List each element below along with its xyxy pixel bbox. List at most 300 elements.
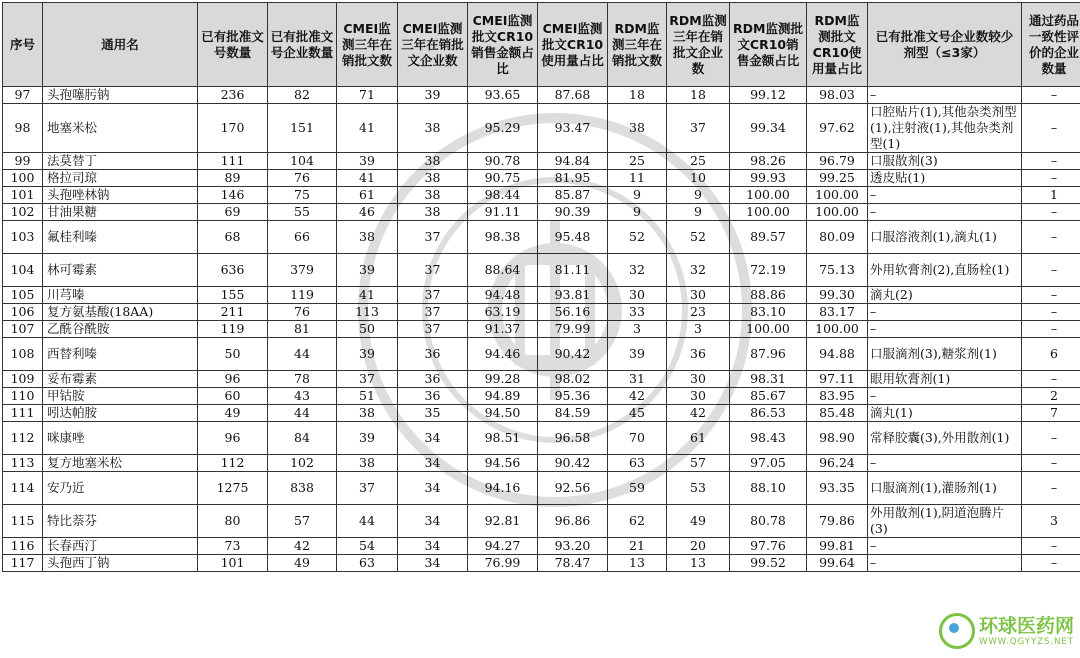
cell-cmei-count: 54 <box>337 538 398 555</box>
cell-rdm-usage: 83.17 <box>807 304 868 321</box>
cell-companies: 66 <box>268 221 337 254</box>
cell-approvals: 96 <box>198 422 268 455</box>
cell-consistency: – <box>1022 254 1080 287</box>
cell-consistency: – <box>1022 204 1080 221</box>
cell-rdm-usage: 93.35 <box>807 472 868 505</box>
cell-no: 112 <box>3 422 43 455</box>
cell-rdm-sales: 100.00 <box>730 204 807 221</box>
cell-forms: 外用散剂(1),阴道泡腾片(3) <box>868 505 1022 538</box>
cell-forms: 口服散剂(3) <box>868 153 1022 170</box>
cell-cmei-sales: 94.50 <box>468 405 538 422</box>
cell-rdm-usage: 80.09 <box>807 221 868 254</box>
cell-rdm-sales: 80.78 <box>730 505 807 538</box>
cell-rdm-sales: 98.43 <box>730 422 807 455</box>
cell-rdm-companies: 25 <box>667 153 730 170</box>
header-rdm-count: RDM监测三年在销批文数 <box>608 3 667 87</box>
cell-consistency: – <box>1022 104 1080 153</box>
cell-rdm-sales: 87.96 <box>730 338 807 371</box>
cell-name: 头孢噻肟钠 <box>43 87 198 104</box>
cell-cmei-companies: 34 <box>398 422 468 455</box>
cell-rdm-companies: 37 <box>667 104 730 153</box>
cell-cmei-count: 39 <box>337 254 398 287</box>
cell-rdm-sales: 85.67 <box>730 388 807 405</box>
cell-no: 117 <box>3 555 43 572</box>
cell-name: 法莫替丁 <box>43 153 198 170</box>
cell-no: 102 <box>3 204 43 221</box>
table-row <box>3 187 1080 204</box>
cell-companies: 78 <box>268 371 337 388</box>
cell-rdm-sales: 89.57 <box>730 221 807 254</box>
cell-consistency: – <box>1022 321 1080 338</box>
cell-companies: 104 <box>268 153 337 170</box>
cell-cmei-sales: 90.78 <box>468 153 538 170</box>
header-companies: 已有批准文号企业数量 <box>268 3 337 87</box>
cell-companies: 44 <box>268 405 337 422</box>
cell-cmei-count: 38 <box>337 455 398 472</box>
cell-rdm-usage: 79.86 <box>807 505 868 538</box>
cell-cmei-companies: 38 <box>398 187 468 204</box>
cell-cmei-count: 37 <box>337 472 398 505</box>
cell-rdm-sales: 97.76 <box>730 538 807 555</box>
cell-companies: 84 <box>268 422 337 455</box>
cell-rdm-companies: 18 <box>667 87 730 104</box>
cell-rdm-companies: 30 <box>667 287 730 304</box>
cell-cmei-count: 71 <box>337 87 398 104</box>
cell-rdm-usage: 99.81 <box>807 538 868 555</box>
cell-companies: 49 <box>268 555 337 572</box>
cell-rdm-sales: 100.00 <box>730 321 807 338</box>
cell-rdm-companies: 30 <box>667 388 730 405</box>
cell-rdm-companies: 23 <box>667 304 730 321</box>
cell-companies: 82 <box>268 87 337 104</box>
header-cmei-companies: CMEI监测三年在销批文企业数 <box>398 3 468 87</box>
cell-no: 114 <box>3 472 43 505</box>
cell-cmei-count: 38 <box>337 405 398 422</box>
cell-consistency: – <box>1022 538 1080 555</box>
table-row <box>3 254 1080 287</box>
cell-rdm-usage: 99.30 <box>807 287 868 304</box>
cell-cmei-sales: 91.37 <box>468 321 538 338</box>
cell-no: 110 <box>3 388 43 405</box>
cell-forms: 滴丸(1) <box>868 405 1022 422</box>
cell-rdm-usage: 99.64 <box>807 555 868 572</box>
cell-rdm-count: 52 <box>608 221 667 254</box>
table-row <box>3 422 1080 455</box>
cell-no: 99 <box>3 153 43 170</box>
cell-consistency: – <box>1022 472 1080 505</box>
cell-cmei-sales: 63.19 <box>468 304 538 321</box>
cell-no: 109 <box>3 371 43 388</box>
cell-name: 川芎嗪 <box>43 287 198 304</box>
table-row <box>3 555 1080 572</box>
cell-companies: 55 <box>268 204 337 221</box>
cell-companies: 75 <box>268 187 337 204</box>
cell-cmei-count: 51 <box>337 388 398 405</box>
cell-rdm-count: 25 <box>608 153 667 170</box>
cell-consistency: – <box>1022 304 1080 321</box>
cell-rdm-sales: 98.31 <box>730 371 807 388</box>
cell-no: 106 <box>3 304 43 321</box>
cell-cmei-sales: 93.65 <box>468 87 538 104</box>
cell-cmei-usage: 92.56 <box>538 472 608 505</box>
table-row <box>3 538 1080 555</box>
cell-approvals: 60 <box>198 388 268 405</box>
cell-approvals: 146 <box>198 187 268 204</box>
cell-forms: – <box>868 187 1022 204</box>
globe-icon <box>939 613 975 649</box>
cell-no: 113 <box>3 455 43 472</box>
cell-rdm-companies: 49 <box>667 505 730 538</box>
cell-cmei-companies: 35 <box>398 405 468 422</box>
cell-cmei-usage: 90.39 <box>538 204 608 221</box>
cell-approvals: 50 <box>198 338 268 371</box>
cell-no: 105 <box>3 287 43 304</box>
table-row <box>3 371 1080 388</box>
table-row <box>3 321 1080 338</box>
cell-rdm-companies: 36 <box>667 338 730 371</box>
cell-no: 108 <box>3 338 43 371</box>
cell-cmei-companies: 37 <box>398 254 468 287</box>
cell-consistency: 7 <box>1022 405 1080 422</box>
cell-rdm-count: 42 <box>608 388 667 405</box>
cell-cmei-usage: 98.02 <box>538 371 608 388</box>
cell-cmei-sales: 99.28 <box>468 371 538 388</box>
header-rdm-usage: RDM监测批文CR10使用量占比 <box>807 3 868 87</box>
cell-rdm-usage: 100.00 <box>807 187 868 204</box>
header-cmei-usage: CMEI监测批文CR10使用量占比 <box>538 3 608 87</box>
cell-cmei-companies: 38 <box>398 204 468 221</box>
cell-rdm-usage: 100.00 <box>807 204 868 221</box>
cell-no: 103 <box>3 221 43 254</box>
cell-rdm-companies: 3 <box>667 321 730 338</box>
table-body <box>3 87 1080 572</box>
cell-cmei-sales: 98.44 <box>468 187 538 204</box>
cell-forms: 口服滴剂(3),糖浆剂(1) <box>868 338 1022 371</box>
cell-rdm-count: 13 <box>608 555 667 572</box>
cell-no: 98 <box>3 104 43 153</box>
cell-cmei-usage: 93.81 <box>538 287 608 304</box>
cell-cmei-companies: 38 <box>398 170 468 187</box>
cell-rdm-count: 11 <box>608 170 667 187</box>
cell-companies: 81 <box>268 321 337 338</box>
table-row <box>3 87 1080 104</box>
cell-no: 111 <box>3 405 43 422</box>
cell-forms: – <box>868 388 1022 405</box>
cell-rdm-companies: 10 <box>667 170 730 187</box>
cell-cmei-companies: 34 <box>398 555 468 572</box>
cell-rdm-count: 62 <box>608 505 667 538</box>
cell-forms: – <box>868 555 1022 572</box>
cell-rdm-count: 70 <box>608 422 667 455</box>
cell-approvals: 49 <box>198 405 268 422</box>
cell-no: 115 <box>3 505 43 538</box>
site-logo <box>894 612 1074 650</box>
cell-rdm-companies: 20 <box>667 538 730 555</box>
cell-cmei-usage: 90.42 <box>538 455 608 472</box>
cell-cmei-usage: 79.99 <box>538 321 608 338</box>
cell-cmei-sales: 94.27 <box>468 538 538 555</box>
cell-rdm-companies: 57 <box>667 455 730 472</box>
cell-cmei-usage: 93.47 <box>538 104 608 153</box>
cell-name: 格拉司琼 <box>43 170 198 187</box>
cell-cmei-count: 46 <box>337 204 398 221</box>
cell-cmei-count: 50 <box>337 321 398 338</box>
cell-rdm-count: 33 <box>608 304 667 321</box>
cell-cmei-sales: 94.89 <box>468 388 538 405</box>
cell-cmei-usage: 95.48 <box>538 221 608 254</box>
cell-name: 头孢西丁钠 <box>43 555 198 572</box>
cell-approvals: 1275 <box>198 472 268 505</box>
cell-cmei-companies: 37 <box>398 221 468 254</box>
cell-rdm-sales: 99.12 <box>730 87 807 104</box>
cell-rdm-count: 31 <box>608 371 667 388</box>
cell-forms: 眼用软膏剂(1) <box>868 371 1022 388</box>
cell-approvals: 68 <box>198 221 268 254</box>
cell-rdm-usage: 85.48 <box>807 405 868 422</box>
cell-cmei-usage: 87.68 <box>538 87 608 104</box>
cell-cmei-sales: 95.29 <box>468 104 538 153</box>
cell-rdm-count: 63 <box>608 455 667 472</box>
cell-forms: 透皮贴(1) <box>868 170 1022 187</box>
table-row <box>3 388 1080 405</box>
cell-rdm-sales: 98.26 <box>730 153 807 170</box>
cell-consistency: 6 <box>1022 338 1080 371</box>
cell-rdm-usage: 100.00 <box>807 321 868 338</box>
cell-cmei-companies: 37 <box>398 287 468 304</box>
cell-no: 107 <box>3 321 43 338</box>
cell-consistency: – <box>1022 422 1080 455</box>
cell-name: 咪康唑 <box>43 422 198 455</box>
cell-cmei-usage: 85.87 <box>538 187 608 204</box>
header-no: 序号 <box>3 3 43 87</box>
cell-forms: 滴丸(2) <box>868 287 1022 304</box>
cell-cmei-sales: 76.99 <box>468 555 538 572</box>
table-row <box>3 405 1080 422</box>
cell-cmei-usage: 84.59 <box>538 405 608 422</box>
cell-consistency: 1 <box>1022 187 1080 204</box>
cell-rdm-usage: 98.03 <box>807 87 868 104</box>
cell-approvals: 89 <box>198 170 268 187</box>
cell-companies: 42 <box>268 538 337 555</box>
cell-rdm-usage: 94.88 <box>807 338 868 371</box>
cell-consistency: – <box>1022 221 1080 254</box>
cell-rdm-companies: 42 <box>667 405 730 422</box>
table-row <box>3 170 1080 187</box>
cell-forms: 口服滴剂(1),灌肠剂(1) <box>868 472 1022 505</box>
cell-forms: – <box>868 455 1022 472</box>
cell-name: 甘油果糖 <box>43 204 198 221</box>
cell-cmei-usage: 78.47 <box>538 555 608 572</box>
cell-rdm-sales: 72.19 <box>730 254 807 287</box>
table-row <box>3 455 1080 472</box>
cell-approvals: 80 <box>198 505 268 538</box>
cell-name: 长春西汀 <box>43 538 198 555</box>
cell-cmei-sales: 92.81 <box>468 505 538 538</box>
cell-rdm-usage: 98.90 <box>807 422 868 455</box>
cell-approvals: 211 <box>198 304 268 321</box>
cell-cmei-count: 38 <box>337 221 398 254</box>
cell-approvals: 170 <box>198 104 268 153</box>
cell-rdm-sales: 86.53 <box>730 405 807 422</box>
cell-rdm-usage: 96.79 <box>807 153 868 170</box>
cell-no: 100 <box>3 170 43 187</box>
cell-name: 吲达帕胺 <box>43 405 198 422</box>
cell-forms: – <box>868 321 1022 338</box>
cell-rdm-sales: 88.86 <box>730 287 807 304</box>
cell-cmei-sales: 94.46 <box>468 338 538 371</box>
cell-name: 地塞米松 <box>43 104 198 153</box>
table-row <box>3 221 1080 254</box>
header-rdm-companies: RDM监测三年在销批文企业数 <box>667 3 730 87</box>
cell-forms: – <box>868 87 1022 104</box>
cell-consistency: – <box>1022 371 1080 388</box>
cell-name: 妥布霉素 <box>43 371 198 388</box>
drug-data-table <box>2 2 1080 572</box>
cell-name: 甲钴胺 <box>43 388 198 405</box>
cell-rdm-count: 21 <box>608 538 667 555</box>
header-consistency: 通过药品一致性评价的企业数量 <box>1022 3 1080 87</box>
cell-rdm-usage: 97.11 <box>807 371 868 388</box>
cell-approvals: 101 <box>198 555 268 572</box>
cell-consistency: – <box>1022 153 1080 170</box>
cell-companies: 379 <box>268 254 337 287</box>
cell-rdm-companies: 61 <box>667 422 730 455</box>
cell-rdm-sales: 99.52 <box>730 555 807 572</box>
cell-cmei-usage: 81.95 <box>538 170 608 187</box>
cell-rdm-usage: 97.62 <box>807 104 868 153</box>
cell-cmei-companies: 38 <box>398 153 468 170</box>
cell-cmei-companies: 36 <box>398 338 468 371</box>
cell-companies: 43 <box>268 388 337 405</box>
cell-cmei-count: 61 <box>337 187 398 204</box>
cell-name: 头孢唑林钠 <box>43 187 198 204</box>
cell-rdm-sales: 97.05 <box>730 455 807 472</box>
cell-consistency: 2 <box>1022 388 1080 405</box>
cell-name: 氟桂利嗪 <box>43 221 198 254</box>
cell-cmei-companies: 36 <box>398 388 468 405</box>
cell-rdm-usage: 83.95 <box>807 388 868 405</box>
cell-cmei-count: 41 <box>337 104 398 153</box>
cell-approvals: 636 <box>198 254 268 287</box>
cell-rdm-sales: 99.93 <box>730 170 807 187</box>
cell-approvals: 69 <box>198 204 268 221</box>
cell-rdm-count: 9 <box>608 187 667 204</box>
cell-companies: 57 <box>268 505 337 538</box>
cell-cmei-usage: 95.36 <box>538 388 608 405</box>
cell-consistency: – <box>1022 287 1080 304</box>
cell-name: 复方氨基酸(18AA) <box>43 304 198 321</box>
cell-companies: 838 <box>268 472 337 505</box>
table-row <box>3 104 1080 153</box>
cell-consistency: 3 <box>1022 505 1080 538</box>
cell-cmei-usage: 56.16 <box>538 304 608 321</box>
cell-approvals: 73 <box>198 538 268 555</box>
cell-rdm-companies: 9 <box>667 204 730 221</box>
cell-cmei-companies: 39 <box>398 87 468 104</box>
cell-rdm-companies: 9 <box>667 187 730 204</box>
cell-cmei-sales: 98.51 <box>468 422 538 455</box>
cell-rdm-usage: 96.24 <box>807 455 868 472</box>
table-row <box>3 472 1080 505</box>
header-name: 通用名 <box>43 3 198 87</box>
cell-cmei-companies: 34 <box>398 472 468 505</box>
cell-approvals: 111 <box>198 153 268 170</box>
cell-cmei-companies: 34 <box>398 538 468 555</box>
cell-cmei-usage: 81.11 <box>538 254 608 287</box>
cell-cmei-usage: 93.20 <box>538 538 608 555</box>
header-cmei-count: CMEI监测三年在销批文数 <box>337 3 398 87</box>
cell-no: 101 <box>3 187 43 204</box>
cell-name: 林可霉素 <box>43 254 198 287</box>
cell-cmei-count: 37 <box>337 371 398 388</box>
table-header-row <box>3 3 1080 87</box>
cell-cmei-companies: 38 <box>398 104 468 153</box>
cell-companies: 102 <box>268 455 337 472</box>
table-row <box>3 204 1080 221</box>
cell-no: 116 <box>3 538 43 555</box>
cell-rdm-usage: 75.13 <box>807 254 868 287</box>
cell-approvals: 119 <box>198 321 268 338</box>
cell-rdm-sales: 99.34 <box>730 104 807 153</box>
header-rdm-sales: RDM监测批文CR10销售金额占比 <box>730 3 807 87</box>
table-row <box>3 287 1080 304</box>
cell-approvals: 112 <box>198 455 268 472</box>
cell-cmei-sales: 88.64 <box>468 254 538 287</box>
cell-rdm-companies: 32 <box>667 254 730 287</box>
cell-cmei-count: 39 <box>337 153 398 170</box>
cell-rdm-sales: 88.10 <box>730 472 807 505</box>
cell-companies: 151 <box>268 104 337 153</box>
header-cmei-sales: CMEI监测批文CR10销售金额占比 <box>468 3 538 87</box>
cell-companies: 44 <box>268 338 337 371</box>
cell-consistency: – <box>1022 555 1080 572</box>
cell-rdm-count: 9 <box>608 204 667 221</box>
cell-forms: – <box>868 204 1022 221</box>
cell-companies: 76 <box>268 170 337 187</box>
cell-approvals: 96 <box>198 371 268 388</box>
table-row <box>3 338 1080 371</box>
cell-consistency: – <box>1022 87 1080 104</box>
cell-forms: 口服溶液剂(1),滴丸(1) <box>868 221 1022 254</box>
cell-rdm-count: 38 <box>608 104 667 153</box>
cell-cmei-count: 113 <box>337 304 398 321</box>
cell-rdm-count: 45 <box>608 405 667 422</box>
cell-rdm-count: 59 <box>608 472 667 505</box>
cell-cmei-sales: 94.56 <box>468 455 538 472</box>
cell-cmei-usage: 96.58 <box>538 422 608 455</box>
cell-rdm-count: 30 <box>608 287 667 304</box>
cell-rdm-companies: 13 <box>667 555 730 572</box>
table-row <box>3 505 1080 538</box>
cell-rdm-companies: 30 <box>667 371 730 388</box>
cell-name: 安乃近 <box>43 472 198 505</box>
cell-no: 104 <box>3 254 43 287</box>
header-forms: 已有批准文号企业数较少剂型（≤3家） <box>868 3 1022 87</box>
cell-approvals: 155 <box>198 287 268 304</box>
cell-forms: – <box>868 538 1022 555</box>
cell-rdm-sales: 83.10 <box>730 304 807 321</box>
cell-forms: 口腔贴片(1),其他杂类剂型(1),注射液(1),其他杂类剂型(1) <box>868 104 1022 153</box>
cell-cmei-count: 41 <box>337 170 398 187</box>
cell-forms: – <box>868 304 1022 321</box>
table-row <box>3 304 1080 321</box>
cell-cmei-companies: 34 <box>398 455 468 472</box>
cell-rdm-count: 18 <box>608 87 667 104</box>
cell-cmei-sales: 94.48 <box>468 287 538 304</box>
cell-cmei-count: 41 <box>337 287 398 304</box>
cell-forms: 常释胶囊(3),外用散剂(1) <box>868 422 1022 455</box>
cell-rdm-companies: 53 <box>667 472 730 505</box>
